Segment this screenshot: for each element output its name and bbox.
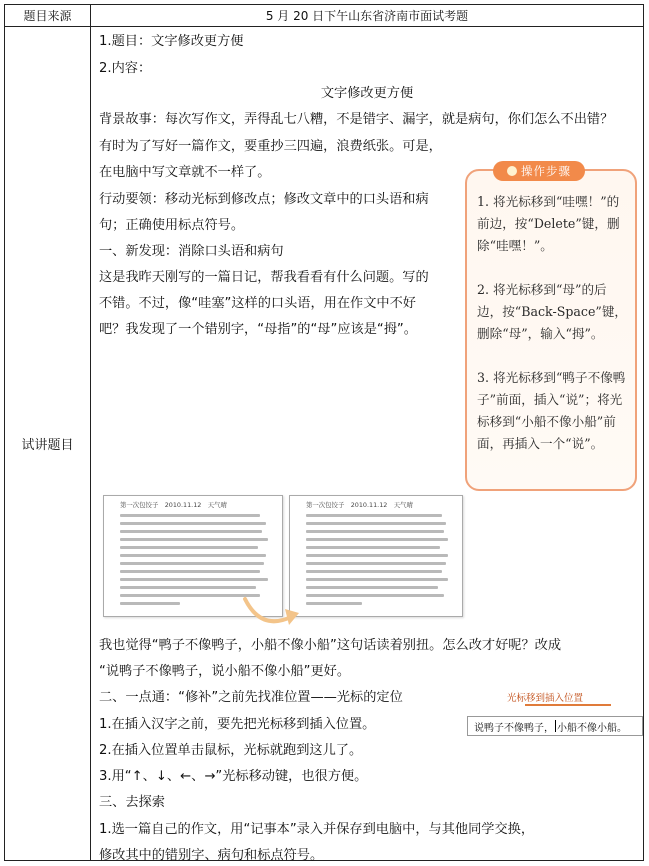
section1-text-3: 吧？我发现了一个错别字，“母指”的“母”应该是“拇”。 — [99, 322, 417, 337]
cursor-icon — [555, 720, 556, 732]
step-1: 1. 将光标移到“哇嘿！”的前边，按“Delete”键，删除“哇嘿！”。 — [477, 194, 620, 253]
text-line — [120, 522, 266, 525]
text-line — [306, 538, 448, 541]
callout-text-before: 说鸭子不像鸭子， — [474, 722, 554, 734]
text-line — [306, 514, 442, 517]
section2-text-3: 3.用“↑、↓、←、→”光标移动键，也很方便。 — [99, 769, 368, 784]
text-line — [120, 514, 260, 517]
text-line — [120, 554, 266, 557]
cursor-callout — [467, 690, 643, 744]
section2-text-1: 1.在插入汉字之前，要先把光标移到插入位置。 — [99, 717, 376, 732]
action-text-2: 句；正确使用标点符号。 — [99, 218, 245, 233]
section3-title: 三、去探索 — [99, 795, 165, 810]
section1-title: 一、新发现：消除口头语和病句 — [99, 244, 284, 259]
background-text-1: 背景故事：每次写作文，弄得乱七八糟，不是错字、漏字，就是病句，你们怎么不出错？ — [99, 112, 614, 127]
text-line — [306, 570, 442, 573]
text-line — [306, 578, 448, 581]
topic-label: 试讲题目 — [5, 27, 91, 860]
section3-text-2: 修改其中的错别字、病句和标点符号。 — [99, 848, 324, 863]
step-2: 2. 将光标移到“母”的后边，按“Back-Space”键，删除“母”，输入“拇”。 — [477, 282, 628, 341]
step-3: 3. 将光标移到“鸭子不像鸭子”前面，插入“说”；将光标移到“小船不像小船”前面，再插入一个“说”。 — [477, 370, 626, 451]
topic-line: 1.题目：文字修改更方便 — [99, 34, 244, 49]
after-text-2: “说鸭子不像鸭子，说小船不像小船”更好。 — [99, 664, 351, 679]
screenshot-title: 第一次包饺子 2010.11.12 天气晴 — [120, 501, 227, 509]
text-line — [306, 554, 448, 557]
text-line — [120, 562, 264, 565]
steps-tag-label: 操作步骤 — [521, 164, 571, 178]
text-line — [306, 602, 362, 605]
background-text-2: 有时为了写好一篇作文，要重抄三四遍，浪费纸张。可是， — [99, 139, 442, 154]
text-line — [120, 578, 268, 581]
source-label: 题目来源 — [5, 5, 91, 27]
text-line — [120, 530, 262, 533]
operation-steps-box — [463, 159, 639, 495]
callout-text-after: 小船不像小船。 — [557, 722, 627, 734]
interview-table — [4, 4, 644, 861]
transition-arrow-icon — [241, 593, 311, 633]
callout-underline — [525, 704, 611, 706]
section1-text-2: 不错。不过，像“哇塞”这样的口头语，用在作文中不好 — [99, 296, 416, 311]
text-line — [306, 586, 438, 589]
text-line — [120, 586, 256, 589]
text-line — [120, 538, 268, 541]
source-value: 5 月 20 日下午山东省济南市面试考题 — [91, 5, 643, 27]
screenshot-title: 第一次包饺子 2010.11.12 天气晴 — [306, 501, 413, 509]
section2-text-2: 2.在插入位置单击鼠标，光标就跑到这儿了。 — [99, 743, 363, 758]
section2-title: 二、一点通：“修补”之前先找准位置——光标的定位 — [99, 690, 403, 705]
callout-label: 光标移到插入位置 — [507, 693, 584, 704]
text-line — [120, 594, 260, 597]
text-line — [306, 530, 444, 533]
section1-text-1: 这是我昨天刚写的一篇日记，帮我看看有什么问题。写的 — [99, 270, 429, 285]
callout-sample-text — [467, 716, 643, 736]
section3-text-1: 1.选一篇自己的作文，用“记事本”录入并保存到电脑中，与其他同学交换， — [99, 822, 535, 837]
topic-content — [91, 27, 643, 863]
dot-icon — [507, 166, 517, 176]
text-line — [306, 546, 440, 549]
after-text-1: 我也觉得“鸭子不像鸭子，小船不像小船”这句话读着别扭。怎么改才好呢？改成 — [99, 638, 562, 653]
text-line — [120, 570, 260, 573]
screenshot-after — [289, 495, 463, 617]
text-line — [306, 594, 444, 597]
steps-tag — [493, 161, 585, 181]
content-line: 2.内容： — [99, 61, 152, 76]
action-text-1: 行动要领：移动光标到修改点；修改文章中的口头语和病 — [99, 192, 429, 207]
background-text-3: 在电脑中写文章就不一样了。 — [99, 165, 271, 180]
text-line — [306, 522, 446, 525]
lesson-title: 文字修改更方便 — [320, 86, 414, 101]
text-line — [120, 602, 180, 605]
text-line — [306, 562, 446, 565]
text-line — [120, 546, 258, 549]
